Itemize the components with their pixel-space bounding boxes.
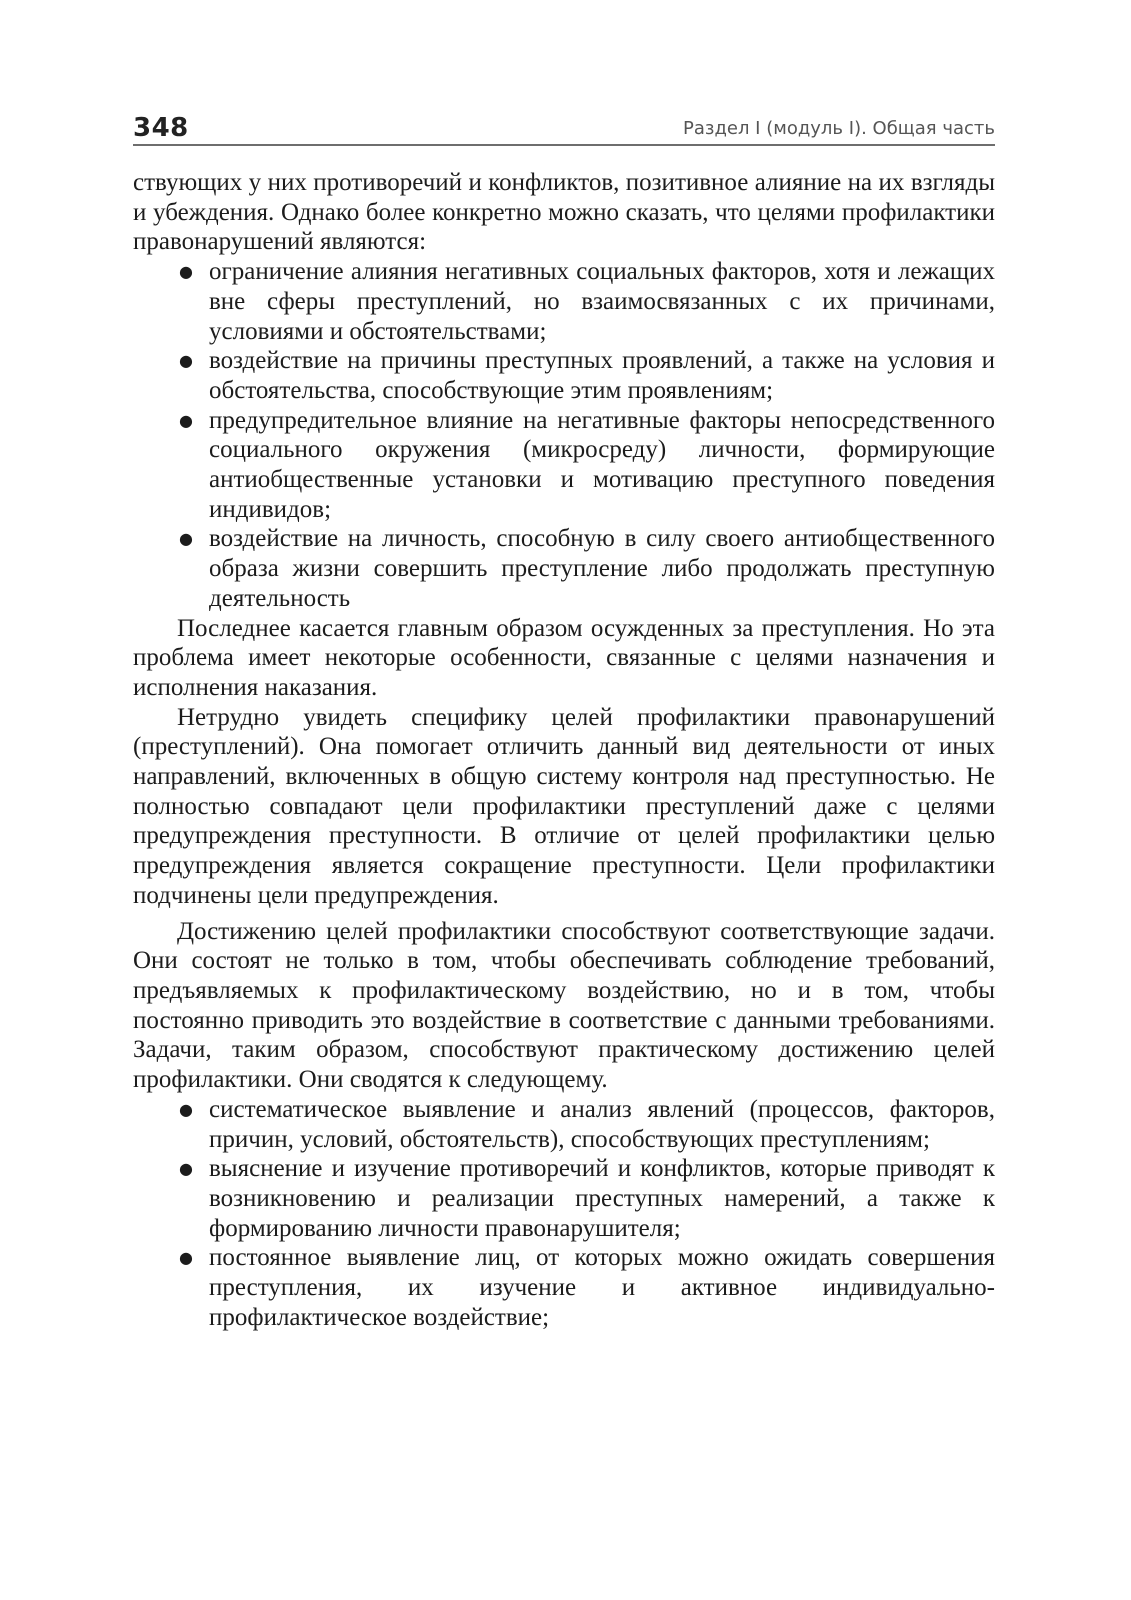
list-item-text: ограничение алияния негативных социальных факторов, хотя и лежащих вне сферы преступлений, но взаимосвязанных с их причинами, условиями и обстоятельствами; (209, 258, 995, 345)
bullet-icon: ● (179, 529, 193, 549)
list-item-text: воздействие на причины преступных проявлений, а также на условия и обстоятельства, способствующие этим проявлениям; (209, 347, 995, 404)
bullet-icon: ● (179, 1248, 193, 1268)
list-item-text: постоянное выявление лиц, от которых можно ожидать совершения преступления, их изучение и активное индивидуально-профилактическое воздействие; (209, 1244, 995, 1331)
running-head (133, 106, 995, 146)
paragraph-tasks: Достижению целей профилактики способствуют соответствующие задачи. Они состоят не только в том, чтобы обеспечивать соблюдение требований, предъявляемых к профилактическому воздействию, но и в том, чтобы постоянно приводить это воздействие в соответствие с данными требованиями. Задачи, таким образом, способствуют практическому достижению целей профилактики. Они сводятся к следующему. (133, 917, 995, 1094)
tasks-list (133, 1095, 995, 1333)
list-item-text: воздействие на личность, способную в силу своего антиобщественного образа жизни совершить преступление либо продолжать преступную деятельность (209, 525, 995, 612)
page-number: 348 (133, 113, 189, 143)
list-item (179, 257, 995, 346)
list-item (179, 1154, 995, 1243)
list-item (179, 524, 995, 613)
list-item-text: предупредительное влияние на негативные факторы непосредственного социального окружения (микросреду) личности, формирующие антиобщественные установки и мотивацию преступного поведения индивидов; (209, 406, 995, 523)
goals-list (133, 257, 995, 613)
list-item (179, 346, 995, 405)
body-text (133, 146, 995, 1332)
list-item (179, 1095, 995, 1154)
book-page (133, 106, 995, 1332)
bullet-icon: ● (179, 1159, 193, 1179)
paragraph-last: Последнее касается главным образом осужденных за преступления. Но эта проблема имеет некоторые особенности, связанные с целями назначения и исполнения наказания. (133, 614, 995, 701)
bullet-icon: ● (179, 1099, 193, 1119)
list-item (179, 406, 995, 525)
list-item-text: выяснение и изучение противоречий и конфликтов, которые приводят к возникновению и реализации преступных намерений, а также к формированию личности правонарушителя; (209, 1155, 995, 1242)
list-item-text: систематическое выявление и анализ явлений (процессов, факторов, причин, условий, обстоятельств), способствующих преступлениям; (209, 1095, 995, 1153)
paragraph-specific: Нетрудно увидеть специфику целей профилактики правонарушений (преступлений). Она помогает отличить данный вид деятельности от иных направлений, включенных в общую систему контроля над преступностью. Не полностью совпадают цели профилактики преступлений даже с целями предупреждения преступности. В отличие от целей профилактики целью предупреждения является сокращение преступности. Цели профилактики подчинены цели предупреждения. (133, 703, 995, 909)
bullet-icon: ● (179, 351, 193, 371)
bullet-icon: ● (179, 262, 193, 282)
section-title: Раздел I (модуль I). Общая часть (682, 118, 995, 139)
bullet-icon: ● (179, 410, 193, 430)
list-item (179, 1243, 995, 1332)
intro-paragraph: ствующих у них противоречий и конфликтов, позитивное алияние на их взгляды и убеждения. Однако более конкретно можно сказать, что целями профилактики правонарушений являются: (133, 169, 995, 256)
